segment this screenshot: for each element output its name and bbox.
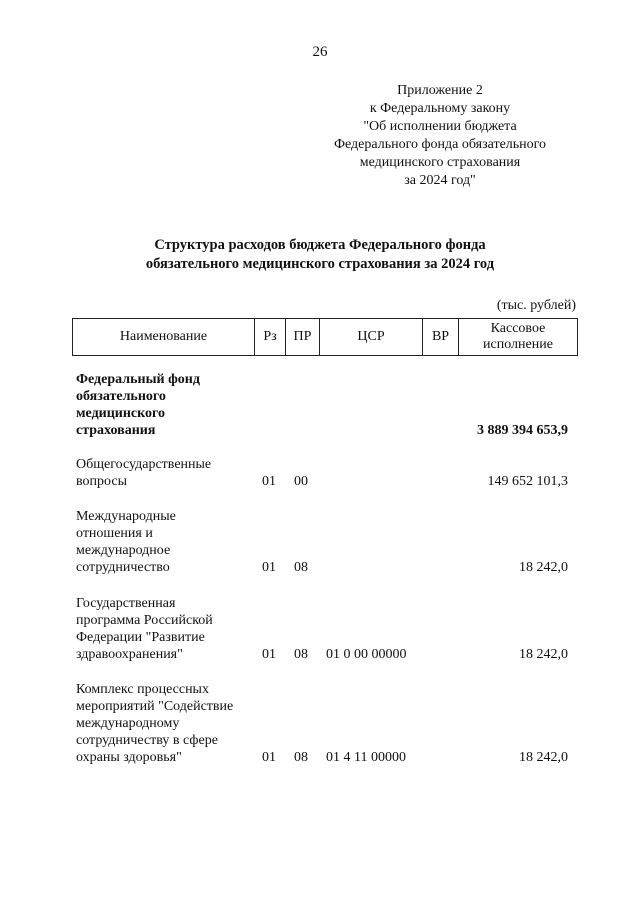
row-name-line: Международные — [76, 509, 176, 524]
column-header-name: Наименование — [72, 319, 254, 355]
row-amount: 18 242,0 — [519, 750, 568, 765]
row-name-line: сотрудничество — [76, 560, 170, 575]
row-name — [76, 681, 256, 766]
row-name-line: медицинского — [76, 406, 166, 421]
units-label: (тыс. рублей) — [496, 298, 576, 313]
column-header-pr: ПР — [285, 319, 319, 355]
row-rz: 01 — [262, 560, 276, 575]
row-rz: 01 — [262, 474, 276, 489]
annex-line: "Об исполнении бюджета — [363, 119, 517, 134]
row-rz: 01 — [262, 647, 276, 662]
row-rz: 01 — [262, 750, 276, 765]
row-name-line: охраны здоровья" — [76, 750, 182, 765]
row-amount: 3 889 394 653,9 — [477, 423, 568, 438]
row-name-line: программа Российской — [76, 613, 213, 628]
row-name — [76, 456, 256, 490]
column-header-csr: ЦСР — [319, 319, 422, 355]
row-name-line: страхования — [76, 423, 156, 438]
row-name-line: Федерации "Развитие — [76, 630, 205, 645]
row-name-line: международное — [76, 543, 171, 558]
title-line: Структура расходов бюджета Федерального фонда — [154, 237, 486, 253]
annex-line: за 2024 год" — [404, 173, 476, 188]
row-csr: 01 0 00 00000 — [326, 647, 407, 662]
row-csr: 01 4 11 00000 — [326, 750, 406, 765]
row-name-line: отношения и — [76, 526, 153, 541]
annex-line: Федерального фонда обязательного — [333, 137, 547, 152]
row-name — [76, 595, 256, 663]
row-pr: 08 — [294, 560, 308, 575]
row-name-line: сотрудничеству в сфере — [76, 733, 218, 748]
annex-line: к Федеральному закону — [369, 101, 511, 116]
amount-header-line: исполнение — [483, 337, 553, 352]
row-name-line: международному — [76, 716, 180, 731]
row-pr: 08 — [294, 647, 308, 662]
amount-header-line: Кассовое — [490, 321, 546, 336]
row-name-line: мероприятий "Содействие — [76, 699, 234, 714]
row-name-line: здравоохранения" — [76, 647, 183, 662]
column-header-amount — [458, 319, 578, 355]
row-name-line: Федеральный фонд — [76, 372, 200, 387]
annex-line: Приложение 2 — [397, 83, 483, 98]
document-title — [0, 236, 640, 274]
annex-block — [300, 82, 580, 190]
row-amount: 18 242,0 — [519, 647, 568, 662]
row-name — [76, 508, 256, 576]
row-name-line: Комплекс процессных — [76, 682, 209, 697]
row-pr: 00 — [294, 474, 308, 489]
row-name-line: Государственная — [76, 596, 176, 611]
row-name — [76, 371, 256, 439]
column-header-rz: Рз — [254, 319, 285, 355]
row-amount: 18 242,0 — [519, 560, 568, 575]
row-name-line: обязательного — [76, 389, 166, 404]
row-amount: 149 652 101,3 — [487, 474, 568, 489]
page-number: 26 — [312, 44, 328, 60]
column-header-vr: ВР — [422, 319, 458, 355]
table-header — [72, 318, 578, 356]
row-name-line: Общегосударственные — [76, 457, 212, 472]
row-name-line: вопросы — [76, 474, 127, 489]
annex-line: медицинского страхования — [359, 155, 521, 170]
title-line: обязательного медицинского страхования за 2024 год — [145, 256, 495, 272]
row-pr: 08 — [294, 750, 308, 765]
